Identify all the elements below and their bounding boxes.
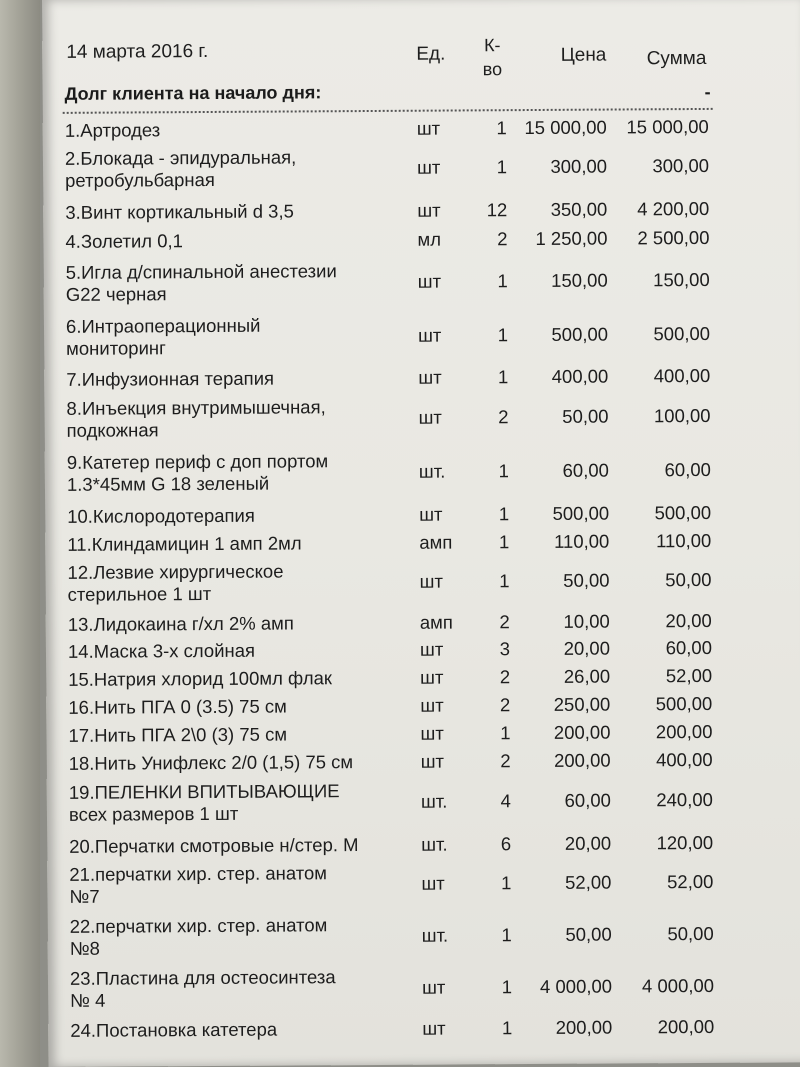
item-price: 400,00 xyxy=(551,365,609,387)
item-price: 500,00 xyxy=(551,323,609,345)
item-unit: шт xyxy=(420,694,444,716)
item-price: 200,00 xyxy=(555,1016,613,1038)
item-qty: 1 xyxy=(499,570,510,592)
item-unit: шт. xyxy=(421,924,449,946)
item-unit: шт xyxy=(422,1017,446,1039)
item-unit: мл xyxy=(417,228,442,250)
item-price: 20,00 xyxy=(563,637,611,659)
item-price: 4 000,00 xyxy=(539,975,613,997)
table-row xyxy=(48,911,800,959)
item-name-line2: подкожная xyxy=(66,419,159,441)
table-row xyxy=(44,364,800,390)
item-unit: амп xyxy=(419,611,453,633)
table-row xyxy=(43,143,800,191)
item-qty: 2 xyxy=(499,694,511,716)
item-name xyxy=(66,367,416,391)
item-unit: шт. xyxy=(420,790,448,812)
item-name-line2: ретробульбарная xyxy=(65,168,215,191)
table-row xyxy=(44,393,800,441)
table-row xyxy=(47,859,800,907)
item-sum: 60,00 xyxy=(664,458,711,481)
item-price: 350,00 xyxy=(550,198,608,220)
item-name-line1: 16.Нить ПГА 0 (3.5) 75 см xyxy=(68,695,287,718)
item-unit: шт xyxy=(419,503,443,525)
item-unit: амп xyxy=(419,531,453,553)
item-qty: 6 xyxy=(500,833,512,855)
item-name-line1: 2.Блокада - эпидуральная, xyxy=(64,146,297,169)
item-name-line2: G22 черная xyxy=(65,283,167,305)
item-sum: 20,00 xyxy=(665,609,712,632)
table-row xyxy=(45,529,800,555)
item-price: 150,00 xyxy=(551,269,608,291)
item-name-line1: 18.Нить Унифлекс 2/0 (1,5) 75 см xyxy=(68,751,354,774)
item-qty: 4 xyxy=(500,790,511,812)
item-name xyxy=(68,639,418,663)
item-qty: 1 xyxy=(500,722,511,744)
item-name xyxy=(67,560,417,606)
item-price: 250,00 xyxy=(553,693,611,715)
item-unit: шт xyxy=(418,406,442,428)
table-header xyxy=(42,0,800,90)
item-qty: 1 xyxy=(501,872,512,894)
item-price: 200,00 xyxy=(553,749,611,771)
item-name-line1: 17.Нить ПГА 2\0 (3) 75 см xyxy=(68,723,288,746)
item-qty: 1 xyxy=(496,117,507,139)
item-price: 110,00 xyxy=(554,530,610,552)
item-sum: 500,00 xyxy=(653,322,711,345)
item-name-line1: 5.Игла д/спинальной анестезии xyxy=(65,260,337,283)
item-name-line1: 4.Золетил 0,1 xyxy=(65,230,183,252)
item-unit: шт xyxy=(419,570,443,592)
table-row xyxy=(47,748,800,774)
item-unit: шт xyxy=(420,750,445,772)
item-qty: 1 xyxy=(498,460,509,482)
item-name xyxy=(69,751,419,775)
item-unit: шт xyxy=(416,156,441,178)
item-name-line1: 20.Перчатки смотровые н/стер. М xyxy=(69,834,359,857)
item-qty: 1 xyxy=(498,503,510,525)
item-sum: 4 200,00 xyxy=(637,197,710,220)
item-name-line2: всех размеров 1 шт xyxy=(68,802,239,825)
item-unit: шт xyxy=(420,722,444,744)
item-sum: 150,00 xyxy=(653,268,710,291)
item-name-line2: №7 xyxy=(69,885,100,907)
item-price: 1 250,00 xyxy=(535,227,608,249)
item-unit: шт. xyxy=(421,833,448,855)
item-unit: шт. xyxy=(418,460,446,482)
debt-value: - xyxy=(704,81,711,102)
item-name-line1: 19.ПЕЛЕНКИ ВПИТЫВАЮЩИЕ xyxy=(68,780,340,803)
item-price: 50,00 xyxy=(565,923,612,945)
item-sum: 2 500,00 xyxy=(637,226,710,249)
item-sum: 240,00 xyxy=(656,788,713,811)
item-qty: 1 xyxy=(497,324,509,346)
item-qty: 2 xyxy=(499,611,510,633)
item-sum: 400,00 xyxy=(653,364,711,387)
item-sum: 100,00 xyxy=(653,404,711,427)
item-name-line1: 24.Постановка катетера xyxy=(70,1018,278,1041)
item-qty: 12 xyxy=(486,199,508,221)
header-price: Цена xyxy=(560,44,607,66)
table-row xyxy=(47,831,800,857)
item-name xyxy=(67,532,417,556)
table-row xyxy=(43,115,800,141)
table-row xyxy=(43,226,800,252)
item-sum: 50,00 xyxy=(667,922,714,945)
item-name xyxy=(68,667,418,691)
table-row xyxy=(48,1015,800,1041)
item-name-line2: 1.3*45мм G 18 зеленый xyxy=(66,472,270,495)
table-row xyxy=(46,692,800,718)
item-name xyxy=(67,450,417,496)
item-name-line2: стерильное 1 шт xyxy=(67,582,212,605)
item-name xyxy=(65,200,415,224)
item-unit: шт xyxy=(420,666,444,688)
item-sum: 52,00 xyxy=(667,870,714,893)
item-sum: 110,00 xyxy=(656,529,712,552)
item-name-line1: 6.Интраоперационный xyxy=(65,314,261,337)
item-qty: 3 xyxy=(499,638,511,660)
item-qty: 1 xyxy=(498,531,510,553)
header-qty-line2: во xyxy=(482,59,503,80)
item-unit: шт xyxy=(417,199,441,221)
item-name xyxy=(67,504,417,528)
item-price: 20,00 xyxy=(564,832,612,854)
table-row xyxy=(47,777,800,825)
item-name-line1: 23.Пластина для остеосинтеза xyxy=(69,966,336,989)
header-qty-line1: К- xyxy=(483,35,501,56)
table-row xyxy=(46,636,800,662)
item-price: 26,00 xyxy=(563,665,611,687)
item-sum: 300,00 xyxy=(652,154,710,177)
item-qty: 1 xyxy=(501,976,513,998)
item-price: 60,00 xyxy=(564,789,611,811)
item-name xyxy=(69,780,419,826)
item-unit: шт xyxy=(421,872,445,894)
item-name-line2: № 4 xyxy=(70,989,106,1011)
table-row xyxy=(46,664,800,690)
item-qty: 1 xyxy=(501,924,512,946)
item-sum: 500,00 xyxy=(654,501,712,524)
item-qty: 1 xyxy=(496,156,508,178)
item-name-line1: 10.Кислородотерапия xyxy=(67,504,255,527)
item-price: 15 000,00 xyxy=(524,116,607,139)
table-row xyxy=(43,197,800,223)
item-unit: шт xyxy=(421,976,446,998)
table-row xyxy=(45,501,800,527)
item-name xyxy=(65,118,415,142)
item-name-line1: 12.Лезвие хирургическое xyxy=(67,560,284,583)
table-row xyxy=(44,311,800,359)
item-name-line1: 15.Натрия хлорид 100мл флак xyxy=(68,667,333,690)
item-unit: шт xyxy=(417,324,442,346)
item-name xyxy=(68,612,418,636)
item-price: 300,00 xyxy=(550,155,608,177)
item-name-line1: 13.Лидокаина г/хл 2% амп xyxy=(67,612,294,635)
table-row xyxy=(45,557,800,605)
item-name xyxy=(69,834,419,858)
item-qty: 2 xyxy=(499,666,511,688)
item-sum: 4 000,00 xyxy=(641,974,715,997)
item-qty: 2 xyxy=(497,228,508,250)
table-row xyxy=(46,720,800,746)
header-qty xyxy=(474,33,510,81)
debt-row xyxy=(65,78,711,112)
item-sum: 50,00 xyxy=(665,568,712,591)
item-name xyxy=(68,723,418,747)
debt-label: Долг клиента на начало дня: xyxy=(64,82,322,104)
header-unit: Ед. xyxy=(416,43,446,65)
item-qty: 1 xyxy=(501,1017,513,1039)
item-name xyxy=(66,260,416,306)
item-qty: 1 xyxy=(497,366,509,388)
item-name-line1: 3.Винт кортикальный d 3,5 xyxy=(65,200,294,223)
item-name xyxy=(70,1018,420,1042)
item-price: 500,00 xyxy=(552,502,610,524)
item-sum: 52,00 xyxy=(665,664,713,687)
table-row xyxy=(46,609,800,635)
header-sum: Сумма xyxy=(646,47,707,70)
item-sum: 60,00 xyxy=(665,636,713,659)
item-sum: 400,00 xyxy=(655,748,713,771)
item-price: 50,00 xyxy=(563,569,610,591)
table-row xyxy=(48,963,800,1011)
item-unit: шт xyxy=(419,638,444,660)
item-name-line1: 1.Артродез xyxy=(64,119,161,141)
item-name-line1: 11.Клиндамицин 1 амп 2мл xyxy=(67,532,302,555)
item-name xyxy=(69,862,419,908)
item-price: 52,00 xyxy=(565,871,612,893)
item-name xyxy=(70,966,420,1012)
receipt-paper xyxy=(42,0,800,1067)
item-price: 60,00 xyxy=(562,459,609,481)
item-name-line2: №8 xyxy=(69,937,100,959)
item-name-line1: 9.Катетер периф с доп портом xyxy=(66,450,329,473)
item-price: 50,00 xyxy=(562,405,609,427)
item-price: 10,00 xyxy=(563,610,610,632)
item-name xyxy=(65,229,415,253)
background-edge xyxy=(0,0,40,1067)
item-name-line1: 22.перчатки хир. стер. анатом xyxy=(69,914,328,937)
item-name xyxy=(70,914,420,960)
item-name xyxy=(68,695,418,719)
item-sum: 15 000,00 xyxy=(626,115,709,138)
item-name-line1: 7.Инфузионная терапия xyxy=(66,367,275,390)
item-qty: 2 xyxy=(500,750,511,772)
item-name xyxy=(66,396,416,442)
item-name-line1: 21.перчатки хир. стер. анатом xyxy=(69,862,328,885)
item-sum: 200,00 xyxy=(657,1015,715,1038)
item-qty: 2 xyxy=(498,406,509,428)
table-row xyxy=(44,257,800,305)
item-sum: 200,00 xyxy=(655,720,713,743)
item-name-line1: 14.Маска 3-х слойная xyxy=(67,639,256,662)
item-name-line2: мониторинг xyxy=(66,337,166,359)
item-price: 200,00 xyxy=(553,721,611,743)
item-sum: 500,00 xyxy=(655,692,713,715)
item-sum: 120,00 xyxy=(656,831,714,854)
item-qty: 1 xyxy=(497,270,508,292)
table-row xyxy=(45,447,800,495)
item-name xyxy=(66,314,416,360)
item-name-line1: 8.Инъекция внутримышечная, xyxy=(66,396,326,419)
item-unit: шт xyxy=(416,117,441,139)
item-name xyxy=(65,146,415,192)
document-date: 14 марта 2016 г. xyxy=(66,40,209,63)
item-unit: шт xyxy=(418,366,442,388)
item-unit: шт xyxy=(417,270,442,292)
